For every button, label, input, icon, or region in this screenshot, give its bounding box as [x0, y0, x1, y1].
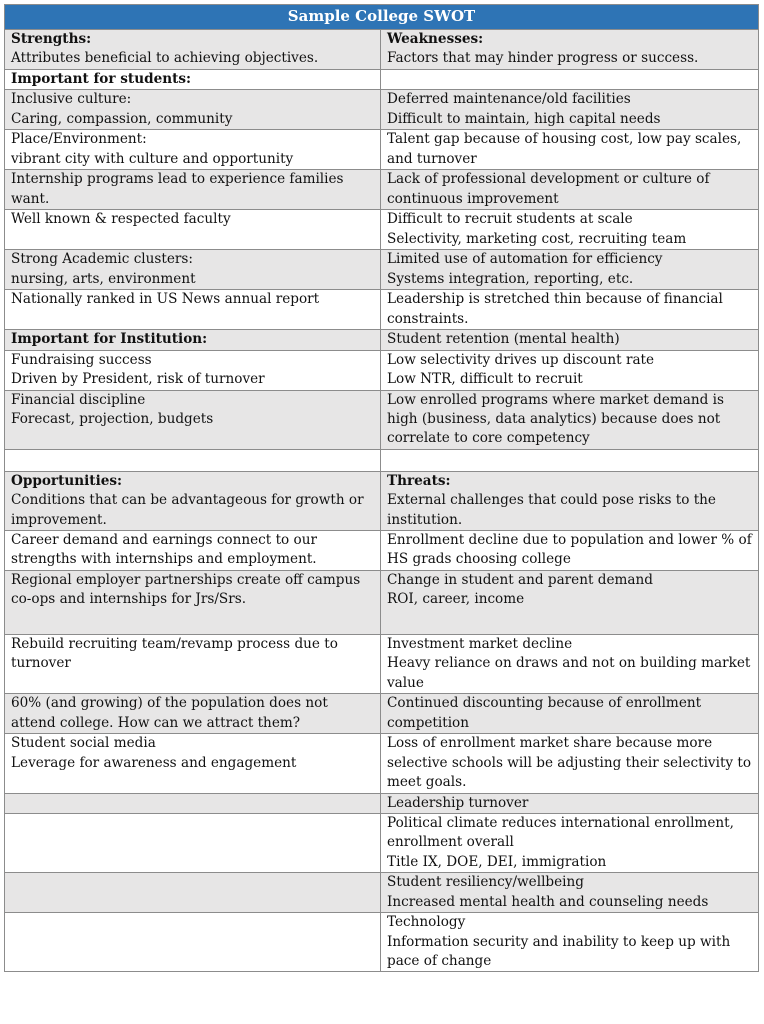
- opportunity-cell: [5, 813, 381, 872]
- weakness-cell: Student retention (mental health): [381, 330, 759, 350]
- table-row: [5, 813, 759, 872]
- strength-cell: Nationally ranked in US News annual report: [5, 290, 381, 330]
- weakness-cell: Low enrolled programs where market demand is high (business, data analytics) because does not correlate to core competency: [381, 390, 759, 449]
- strength-cell: Fundraising success Driven by President, risk of turnover: [5, 350, 381, 390]
- table-row: [5, 694, 759, 734]
- section-students-empty: [381, 69, 759, 89]
- table-row: [5, 170, 759, 210]
- threats-heading: Threats:: [387, 472, 451, 489]
- weakness-cell: Low selectivity drives up discount rate Low NTR, difficult to recruit: [381, 350, 759, 390]
- table-row: [5, 873, 759, 913]
- section-institution-label: Important for Institution:: [5, 330, 381, 350]
- threat-cell: Enrollment decline due to population and lower % of HS grads choosing college: [381, 531, 759, 571]
- section-row-students: [5, 69, 759, 89]
- table-row: [5, 913, 759, 972]
- strengths-header-cell: [5, 30, 381, 70]
- strengths-heading: Strengths:: [11, 31, 92, 47]
- swot-document: [4, 4, 758, 972]
- weaknesses-header-cell: [381, 30, 759, 70]
- threats-description: External challenges that could pose risks to the institution.: [387, 492, 716, 528]
- table-row: [5, 531, 759, 571]
- threat-cell: Technology Information security and inability to keep up with pace of change: [381, 913, 759, 972]
- opportunity-cell: Student social media Leverage for awareness and engagement: [5, 734, 381, 793]
- opportunities-heading: Opportunities:: [11, 472, 123, 489]
- weakness-cell: Leadership is stretched thin because of financial constraints.: [381, 290, 759, 330]
- strengths-weaknesses-header: [5, 30, 759, 70]
- threat-cell: Student resiliency/wellbeing Increased mental health and counseling needs: [381, 873, 759, 913]
- table-row: [5, 130, 759, 170]
- table-row: [5, 250, 759, 290]
- table-row: [5, 734, 759, 793]
- opportunity-cell: 60% (and growing) of the population does not attend college. How can we attract them?: [5, 694, 381, 734]
- weakness-cell: Difficult to recruit students at scale Selectivity, marketing cost, recruiting team: [381, 210, 759, 250]
- table-row: [5, 210, 759, 250]
- strengths-description: Attributes beneficial to achieving objectives.: [11, 50, 319, 67]
- opportunity-cell: [5, 793, 381, 813]
- table-title: Sample College SWOT: [5, 5, 759, 30]
- threat-cell: Loss of enrollment market share because more selective schools will be adjusting their selectivity to meet goals.: [381, 734, 759, 793]
- opportunity-cell: [5, 873, 381, 913]
- opportunity-cell: Regional employer partnerships create off campus co-ops and internships for Jrs/Srs.: [5, 571, 381, 635]
- weaknesses-heading: Weaknesses:: [387, 31, 484, 47]
- threat-cell: Continued discounting because of enrollment competition: [381, 694, 759, 734]
- opportunities-description: Conditions that can be advantageous for growth or improvement.: [11, 492, 364, 528]
- opportunity-cell: Career demand and earnings connect to our strengths with internships and employment.: [5, 531, 381, 571]
- opportunities-header-cell: [5, 471, 381, 530]
- table-row: [5, 350, 759, 390]
- title-row: [5, 5, 759, 30]
- spacer-cell: [5, 449, 381, 471]
- section-students-label: Important for students:: [5, 69, 381, 89]
- weakness-cell: Lack of professional development or culture of continuous improvement: [381, 170, 759, 210]
- threat-cell: Investment market decline Heavy reliance on draws and not on building market value: [381, 635, 759, 694]
- strength-cell: Financial discipline Forecast, projection, budgets: [5, 390, 381, 449]
- strength-cell: Well known & respected faculty: [5, 210, 381, 250]
- threats-header-cell: [381, 471, 759, 530]
- threat-cell: Change in student and parent demand ROI, career, income: [381, 571, 759, 635]
- weakness-cell: Talent gap because of housing cost, low pay scales, and turnover: [381, 130, 759, 170]
- weakness-cell: Deferred maintenance/old facilities Difficult to maintain, high capital needs: [381, 90, 759, 130]
- strength-cell: Inclusive culture: Caring, compassion, community: [5, 90, 381, 130]
- weakness-cell: Limited use of automation for efficiency Systems integration, reporting, etc.: [381, 250, 759, 290]
- table-row: [5, 290, 759, 330]
- strength-cell: Internship programs lead to experience families want.: [5, 170, 381, 210]
- swot-table: [4, 4, 759, 972]
- weaknesses-description: Factors that may hinder progress or success.: [387, 50, 699, 67]
- section-row-institution: [5, 330, 759, 350]
- threat-cell: Leadership turnover: [381, 793, 759, 813]
- threat-cell: Political climate reduces international enrollment, enrollment overall Title IX, DOE, DEI, immigration: [381, 813, 759, 872]
- table-row: [5, 793, 759, 813]
- table-row: [5, 390, 759, 449]
- opportunity-cell: Rebuild recruiting team/revamp process due to turnover: [5, 635, 381, 694]
- spacer-row: [5, 449, 759, 471]
- table-row: [5, 635, 759, 694]
- spacer-cell: [381, 449, 759, 471]
- table-row: [5, 90, 759, 130]
- strength-cell: Place/Environment: vibrant city with culture and opportunity: [5, 130, 381, 170]
- table-row: [5, 571, 759, 635]
- strength-cell: Strong Academic clusters: nursing, arts, environment: [5, 250, 381, 290]
- opportunities-threats-header: [5, 471, 759, 530]
- opportunity-cell: [5, 913, 381, 972]
